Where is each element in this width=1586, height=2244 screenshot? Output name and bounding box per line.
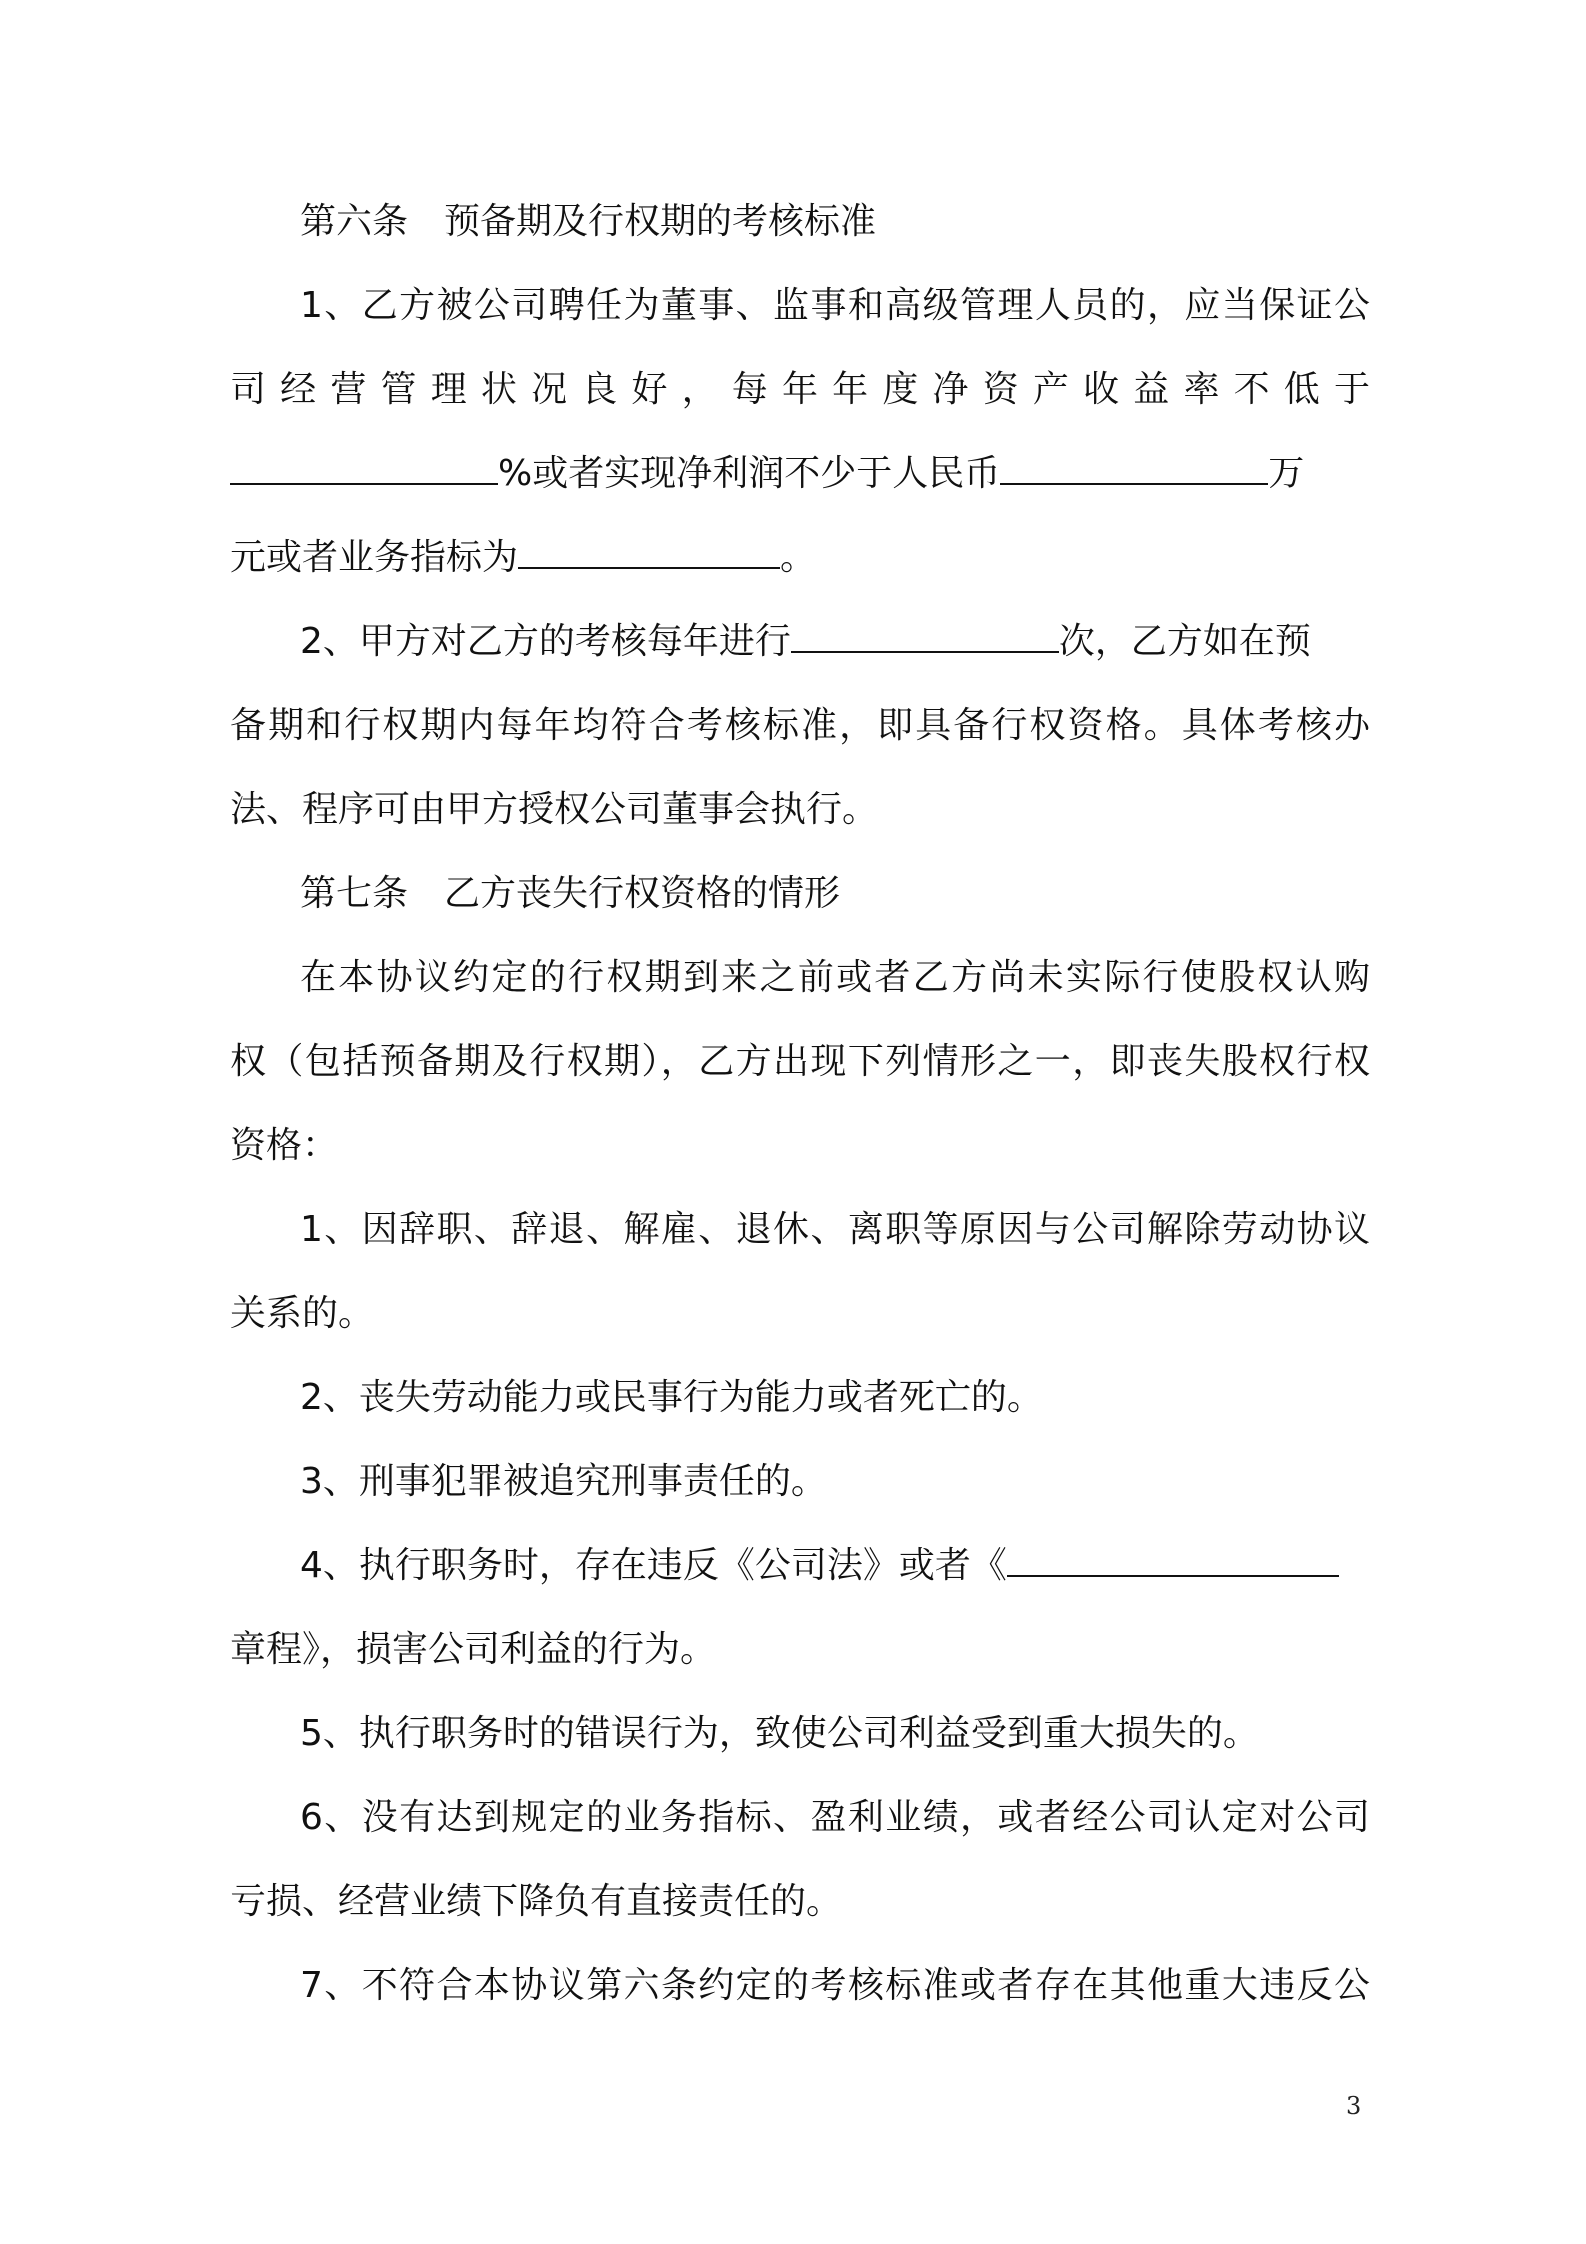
period-text: 。 <box>780 537 817 578</box>
business-indicator-text: 元或者业务指标为 <box>230 537 519 578</box>
blank-net-profit-amount <box>1000 453 1268 485</box>
article-6-item-2-line-2: 备期和行权期内每年均符合考核标准，即具备行权资格。具体考核办 <box>230 705 1370 746</box>
article-6-item-1-line-2: 司经营管理状况良好，每年年度净资产收益率不低于 <box>230 369 1370 410</box>
article-6-item-2-line-1 <box>300 620 1370 664</box>
article-7-intro-line-2: 权（包括预备期及行权期），乙方出现下列情形之一，即丧失股权行权 <box>230 1041 1370 1082</box>
article-7-title: 第七条 乙方丧失行权资格的情形 <box>300 873 841 914</box>
article-7-item-4-line-1 <box>300 1544 1370 1588</box>
roe-net-profit-text: %或者实现净利润不少于人民币 <box>498 453 1001 494</box>
assessment-after-text: 次，乙方如在预 <box>1058 621 1311 662</box>
article-6-item-2-line-3: 法、程序可由甲方授权公司董事会执行。 <box>230 789 879 830</box>
article-7-item-5: 5、执行职务时的错误行为，致使公司利益受到重大损失的。 <box>300 1713 1259 1754</box>
article-7-item-4-line-2: 章程》，损害公司利益的行为。 <box>230 1629 717 1670</box>
blank-company-name <box>1007 1545 1339 1577</box>
article-7-item-1-line-1: 1、因辞职、辞退、解雇、退休、离职等原因与公司解除劳动协议 <box>300 1209 1370 1250</box>
item-4-text: 4、执行职务时，存在违反《公司法》或者《 <box>300 1545 1007 1586</box>
blank-assessment-times <box>791 621 1059 653</box>
article-7-item-6-line-1: 6、没有达到规定的业务指标、盈利业绩，或者经公司认定对公司 <box>300 1797 1370 1838</box>
article-7-intro-line-1: 在本协议约定的行权期到来之前或者乙方尚未实际行使股权认购 <box>300 957 1370 998</box>
article-7-intro-line-3: 资格： <box>230 1125 339 1166</box>
assessment-frequency-text: 2、甲方对乙方的考核每年进行 <box>300 621 791 662</box>
article-7-item-2: 2、丧失劳动能力或民事行为能力或者死亡的。 <box>300 1377 1043 1418</box>
unit-wan-text: 万 <box>1268 453 1305 494</box>
article-6-item-1-line-1: 1、乙方被公司聘任为董事、监事和高级管理人员的，应当保证公 <box>300 285 1370 326</box>
article-7-item-1-line-2: 关系的。 <box>230 1293 375 1334</box>
article-7-item-6-line-2: 亏损、经营业绩下降负有直接责任的。 <box>230 1881 843 1922</box>
blank-roe-percent <box>230 453 498 485</box>
article-7-item-3: 3、刑事犯罪被追究刑事责任的。 <box>300 1461 827 1502</box>
article-6-item-1-line-3 <box>230 452 1370 496</box>
article-6-title: 第六条 预备期及行权期的考核标准 <box>300 201 877 242</box>
blank-business-indicator <box>518 537 780 569</box>
page-number: 3 <box>1346 2092 1362 2120</box>
article-6-item-1-line-4 <box>230 536 1370 580</box>
article-7-item-7-line-1: 7、不符合本协议第六条约定的考核标准或者存在其他重大违反公 <box>300 1965 1370 2006</box>
